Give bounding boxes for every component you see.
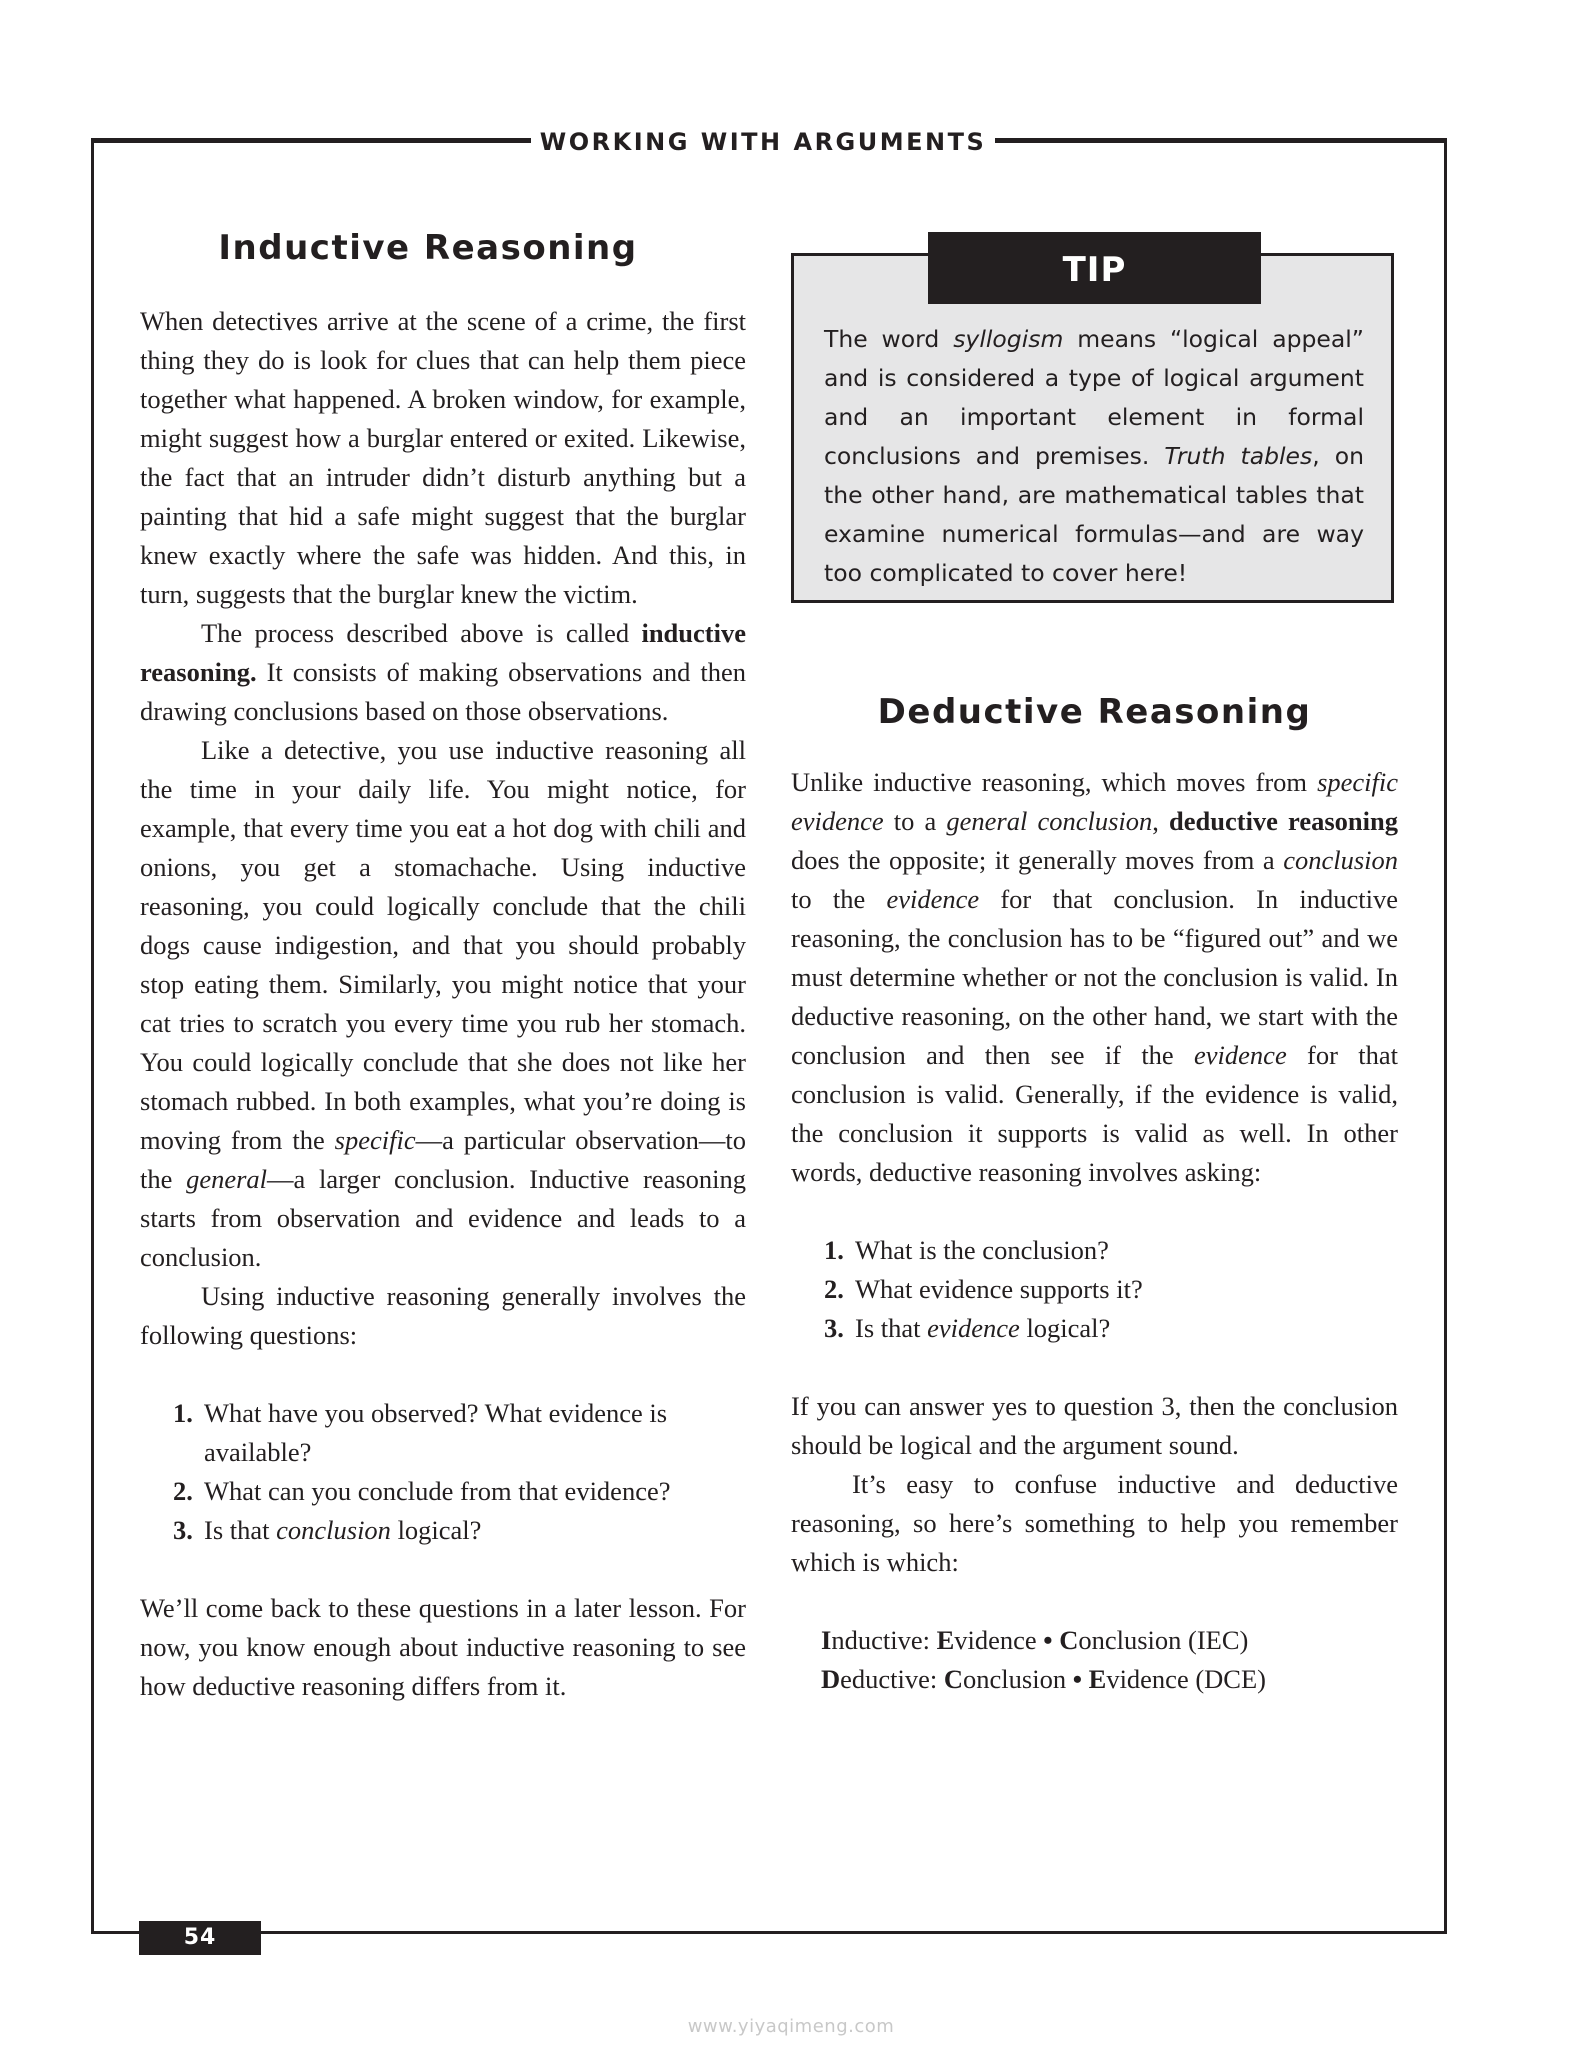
list-item: 2. What can you conclude from that evidence?	[173, 1476, 671, 1506]
list-item: 3. Is that evidence logical?	[824, 1313, 1111, 1343]
inductive-question-list	[140, 1394, 746, 1550]
page-number: 54	[139, 1921, 261, 1955]
inductive-reasoning-term: inductive reasoning.	[140, 618, 746, 687]
deductive-intro-paragraph: Unlike inductive reasoning, which moves from specific evidence to a general conclusion, deductive reasoning does the opposite; it generally moves from a conclusion to the evidence for that conclusion. In inductive reasoning, the conclusion has to be “figured out” and we must determine whether or not the conclusion is valid. In deductive reasoning, on the other hand, we start with the conclusion and then see if the evidence for that conclusion is valid. Generally, if the evidence is valid, the conclusion it supports is valid as well. In other words, deductive reasoning involves asking:	[791, 767, 1398, 1187]
inductive-closing-paragraph: We’ll come back to these questions in a later lesson. For now, you know enough about inductive reasoning to see how deductive reasoning differs from it.	[140, 1593, 746, 1701]
inductive-example-paragraph: Like a detective, you use inductive reasoning all the time in your daily life. You might notice, for example, that every time you eat a hot dog with chili and onions, you get a stomachache. Using inductive reasoning, you could logically conclude that the chili dogs cause indigestion, and that you should probably stop eating them. Similarly, you might notice that your cat tries to scratch you every time you rub her stomach. You could logically conclude that she does not like her stomach rubbed. In both examples, what you’re doing is moving from the specific—a particular observation—to the general—a larger conclusion. Inductive reasoning starts from observation and evidence and leads to a conclusion.	[140, 735, 747, 1272]
watermark-url: www.yiyaqimeng.com	[687, 2016, 895, 2037]
frame-bottom-rule	[91, 1931, 1447, 1934]
right-column	[791, 222, 1398, 1699]
list-item: 3. Is that conclusion logical?	[173, 1515, 482, 1545]
inductive-definition-paragraph: The process described above is called inductive reasoning. It consists of making observations and then drawing conclusions based on those observations.	[140, 618, 746, 726]
frame-left-rule	[91, 138, 94, 1934]
frame-top-rule-right	[995, 138, 1447, 143]
tip-label: TIP	[928, 232, 1261, 304]
bullet-icon: •	[1072, 1664, 1082, 1694]
inductive-questions-intro: Using inductive reasoning generally involves the following questions:	[140, 1281, 746, 1350]
mnemonic-deductive: Deductive: Conclusion • Evidence (DCE)	[821, 1664, 1266, 1694]
running-head: WORKING WITH ARGUMENTS	[539, 128, 987, 156]
frame-right-rule	[1444, 138, 1447, 1934]
tip-box	[791, 250, 1394, 603]
list-item: 2. What evidence supports it?	[824, 1274, 1143, 1304]
deductive-question-list	[791, 1231, 1398, 1348]
mnemonic-block	[791, 1621, 1398, 1699]
bullet-icon: •	[1043, 1625, 1053, 1655]
inductive-reasoning-heading: Inductive Reasoning	[218, 228, 638, 268]
tip-text: The word syllogism means “logical appeal” and is considered a type of logical argument and an important element in formal conclusions and premises. Truth tables, on the other hand, are mathematical tables that examine numerical formulas—and are way too complicated to cover here!	[824, 325, 1364, 587]
list-item: 1. What have you observed? What evidence is available?	[173, 1398, 668, 1467]
deductive-reasoning-term: deductive reasoning	[1169, 806, 1398, 836]
inductive-intro-paragraph: When detectives arrive at the scene of a crime, the first thing they do is look for clues that can help them piece together what happened. A broken window, for example, might suggest how a burglar entered or exited. Likewise, the fact that an intruder didn’t disturb anything but a painting that hid a safe might suggest that the burglar knew exactly where the safe was hidden. And this, in turn, suggests that the burglar knew the victim.	[140, 306, 746, 609]
deductive-answer-paragraph: If you can answer yes to question 3, then the conclusion should be logical and the argument sound.	[791, 1391, 1398, 1460]
deductive-reasoning-heading: Deductive Reasoning	[877, 692, 1312, 732]
mnemonic-inductive: Inductive: Evidence • Conclusion (IEC)	[821, 1625, 1249, 1655]
deductive-confusion-paragraph: It’s easy to confuse inductive and deductive reasoning, so here’s something to help you remember which is which:	[791, 1469, 1398, 1577]
list-item: 1. What is the conclusion?	[824, 1235, 1109, 1265]
frame-top-rule-left	[91, 138, 531, 143]
left-column	[140, 222, 746, 1706]
